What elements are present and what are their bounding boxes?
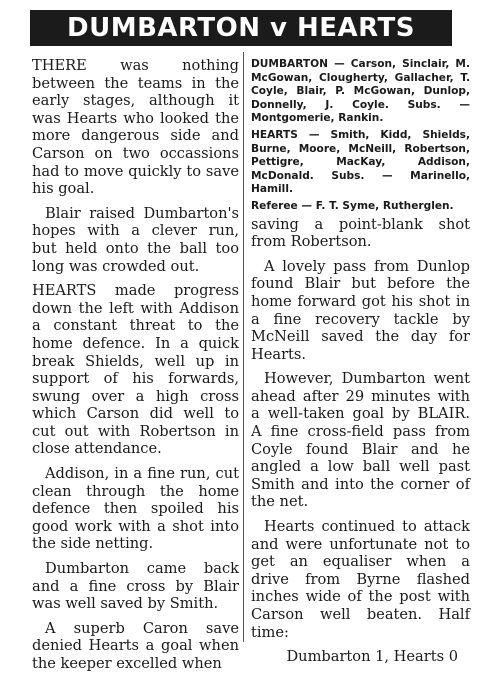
paragraph: Hearts continued to attack and were unfortunate not to get an equaliser when a drive from Byrne flashed inches wide of the post with Carson well beaten. Half time:	[251, 518, 470, 641]
paragraph: HEARTS made progress down the left with Addison a constant threat to the home defence. In a quick break Shields, well up in support of his forwards, swung over a high cross which Carson did well to cut out with Robertson in close attendance.	[32, 282, 239, 458]
paragraph: Addison, in a fine run, cut clean through the home defence then spoiled his good work with a shot into the side netting.	[32, 465, 239, 553]
column-divider	[243, 52, 244, 642]
paragraph: However, Dumbarton went ahead after 29 minutes with a well-taken goal by BLAIR. A fine cross-field pass from Coyle found Blair and he angled a low ball well past Smith and into the corner of the net.	[251, 370, 470, 511]
paragraph: A lovely pass from Dunlop found Blair but before the home forward got his shot in a fine recovery tackle by McNeill saved the day for Hearts.	[251, 257, 470, 363]
paragraph: Dumbarton came back and a fine cross by Blair was well saved by Smith.	[32, 560, 239, 613]
paragraph: Blair raised Dumbarton's hopes with a clever run, but held onto the ball too long was crowded out.	[32, 204, 239, 275]
hearts-lineup: HEARTS — Smith, Kidd, Shields, Burne, Moore, McNeill, Robertson, Pettigre, MacKay, Addison, McDonald. Subs. — Marinello, Hamill.	[251, 128, 470, 196]
paragraph: THERE was nothing between the teams in the early stages, although it was Hearts who looked the more dangerous side and Carson on two occassions had to move quickly to save his goal.	[32, 57, 239, 198]
left-column	[32, 57, 239, 680]
referee-line: Referee — F. T. Syme, Rutherglen.	[251, 199, 454, 212]
paragraph: saving a point-blank shot from Robertson.	[251, 215, 470, 251]
headline: DUMBARTON v HEARTS	[30, 10, 452, 46]
right-column	[251, 58, 470, 666]
half-time-score: Dumbarton 1, Hearts 0	[286, 648, 458, 666]
dumbarton-lineup: DUMBARTON — Carson, Sinclair, M. McGowan, Clougherty, Gallacher, T. Coyle, Blair, P. McGowan, Dunlop, Donnelly, J. Coyle. Subs. — Montgomerie, Rankin.	[251, 58, 470, 125]
paragraph: A superb Caron save denied Hearts a goal when the keeper excelled when	[32, 619, 239, 672]
